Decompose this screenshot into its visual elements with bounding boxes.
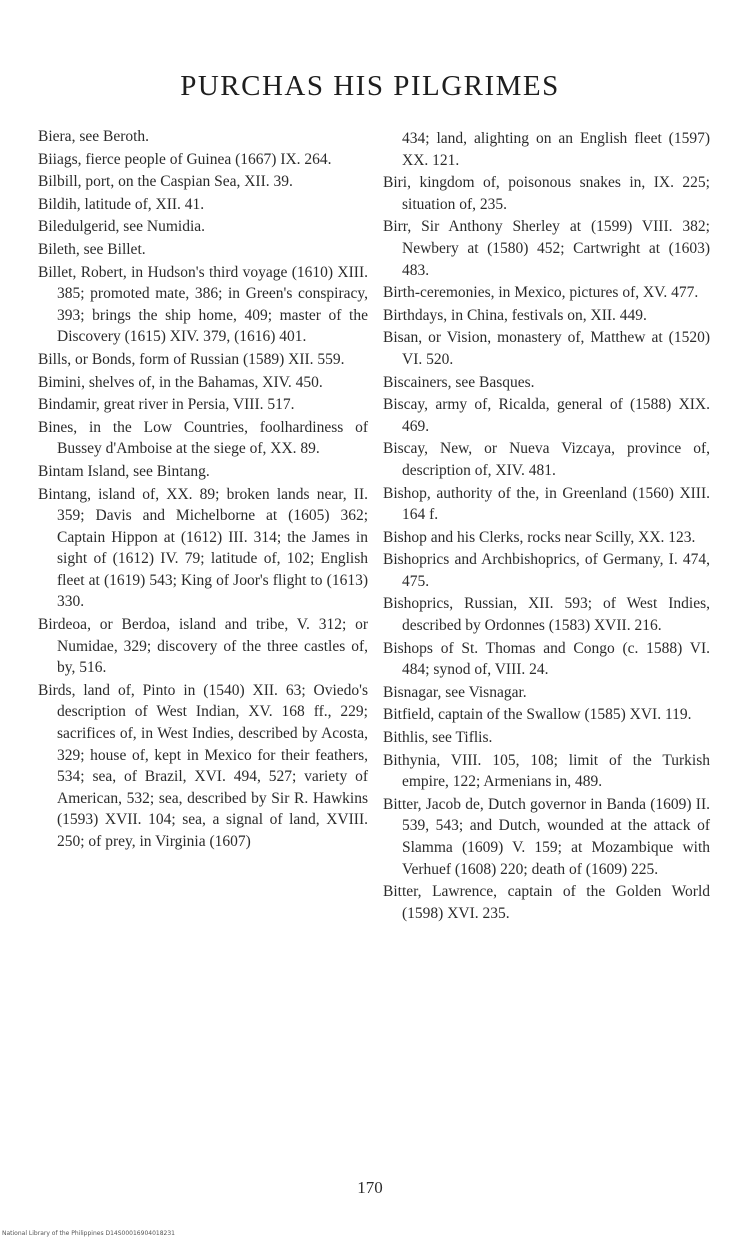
index-entry: Biera, see Beroth. <box>38 128 150 145</box>
index-entry: Birth-ceremonies, in Mexico, pictures of, XV. 477. <box>383 284 699 302</box>
index-entry: Bishop, authority of the, in Greenland (1560) XIII. 164 f. <box>383 484 710 524</box>
index-entry: Birdeoa, or Berdoa, island and tribe, V. 312; or Numidae, 329; discovery of the three castles of, by, 516. <box>38 616 368 677</box>
index-entry: Biiags, fierce people of Guinea (1667) IX. 264. <box>38 150 332 168</box>
index-entry-continuation: 434; land, alighting on an English fleet (1597) XX. 121. <box>402 130 710 169</box>
index-entry: Bines, in the Low Countries, foolhardiness of Bussey d'Amboise at the siege of, XX. 89. <box>38 418 368 458</box>
index-entry: Bisnagar, see Visnagar. <box>383 683 527 701</box>
index-entry: Birr, Sir Anthony Sherley at (1599) VIII. 382; Newbery at (1580) 452; Cartwright at (1603) 483. <box>383 218 710 279</box>
page-number: 170 <box>357 1178 383 1197</box>
index-column-right <box>383 128 710 925</box>
index-column-left <box>38 126 368 854</box>
index-entry: Bithynia, VIII. 105, 108; limit of the Turkish empire, 122; Armenians in, 489. <box>383 751 710 791</box>
index-entry: Biscay, New, or Nueva Vizcaya, province of, description of, XIV. 481. <box>383 440 710 479</box>
index-entry: Bisan, or Vision, monastery of, Matthew at (1520) VI. 520. <box>383 329 710 368</box>
index-entry: Bildih, latitude of, XII. 41. <box>38 195 205 213</box>
library-footer-stamp: National Library of the Philippines D14S00016904018231 <box>2 1230 175 1237</box>
index-entry: Bileth, see Billet. <box>38 240 146 258</box>
index-entry: Biri, kingdom of, poisonous snakes in, IX. 225; situation of, 235. <box>383 174 710 213</box>
index-entry: Biscay, army of, Ricalda, general of (1588) XIX. 469. <box>383 396 710 435</box>
index-entry: Bitter, Jacob de, Dutch governor in Banda (1609) II. 539, 543; and Dutch, wounded at the attack of Slamma (1609) V. 159; at Mozambique with Verhuef (1608) 220; death of (1609) 225. <box>383 795 710 878</box>
index-entry: Bimini, shelves of, in the Bahamas, XIV. 450. <box>38 373 323 391</box>
index-entry: Bills, or Bonds, form of Russian (1589) XII. 559. <box>38 350 345 368</box>
index-entry: Billet, Robert, in Hudson's third voyage (1610) XIII. 385; promoted mate, 386; in Green's conspiracy, 393; brings the ship home, 409; master of the Discovery (1615) XIV. 379, (1616) 401. <box>38 263 368 346</box>
index-entry: Biledulgerid, see Numidia. <box>38 218 206 236</box>
index-entry: Bishops of St. Thomas and Congo (c. 1588) VI. 484; synod of, VIII. 24. <box>383 639 710 679</box>
index-entry: Bintam Island, see Bintang. <box>38 462 210 480</box>
index-entry: Bintang, island of, XX. 89; broken lands near, II. 359; Davis and Michelborne at (1605) 362; Captain Hippon at (1612) III. 314; the James in sight of (1612) IV. 79; latitude of, 102; English fleet at (1619) 543; King of Joor's flight to (1613) 330. <box>38 485 368 611</box>
index-entry: Bithlis, see Tiflis. <box>383 729 493 747</box>
index-entry: Bishoprics, Russian, XII. 593; of West Indies, described by Ordonnes (1583) XVII. 216. <box>383 595 710 635</box>
index-entry: Biscainers, see Basques. <box>383 373 535 391</box>
index-entry: Bitfield, captain of the Swallow (1585) XVI. 119. <box>383 706 692 724</box>
index-entry: Bindamir, great river in Persia, VIII. 517. <box>38 396 295 414</box>
index-entry: Bitter, Lawrence, captain of the Golden World (1598) XVI. 235. <box>383 883 710 922</box>
index-entry: Bishop and his Clerks, rocks near Scilly, XX. 123. <box>383 528 696 546</box>
index-entry: Bishoprics and Archbishoprics, of Germany, I. 474, 475. <box>383 551 710 590</box>
index-entry: Birds, land of, Pinto in (1540) XII. 63; Oviedo's description of West Indian, XV. 168 ff., 229; sacrifices of, in West Indies, described by Acosta, 329; house of, kept in Mexico for their feathers, 534; sea, of Brazil, XVI. 494, 527; variety of American, 532; sea, described by Sir R. Hawkins (1593) XVII. 104; sea, a signal of land, XVIII. 250; of prey, in Virginia (1607) <box>38 681 368 850</box>
index-entry: Bilbill, port, on the Caspian Sea, XII. 39. <box>38 173 293 191</box>
page-title: PURCHAS HIS PILGRIMES <box>180 70 560 102</box>
index-entry: Birthdays, in China, festivals on, XII. 449. <box>383 306 647 324</box>
